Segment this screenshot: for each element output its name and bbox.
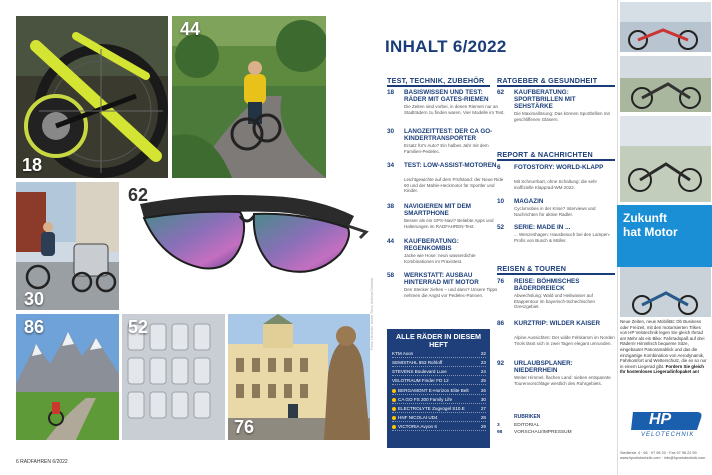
toc-headline: BASISWISSEN UND TEST: RÄDER MIT GATES-RIEMEN (404, 89, 489, 104)
pedelec-dot-icon (392, 407, 396, 411)
bike-page: 23 (480, 360, 486, 365)
toc-description: ... Wenzeshagen: Hausbesuch bei den Lampen-Profis von Busch & Müller. (514, 232, 611, 243)
photo-number-86: 86 (24, 317, 45, 337)
toc-headline: KAUFBERATUNG: SPORTBRILLEN MIT SEHSTÄRKE (514, 89, 576, 111)
page-footer: 6 RADFAHREN 6/2022 (16, 459, 68, 465)
toc-headline: WERKSTATT: AUSBAU HINTERRAD MIT MOTOR (404, 272, 479, 287)
bike-name: BERGAMONT E-Horizon Elite Belt (398, 388, 469, 393)
photo-number-30: 30 (24, 289, 45, 309)
toc-headline: KURZTRIP: WILDER KAISER (514, 320, 601, 327)
bike-list-item[interactable] (392, 406, 486, 413)
photo-number-18: 18 (22, 155, 43, 175)
toc-headline: SERIE: MADE IN ... (514, 224, 571, 231)
ad-headline-line2: hat Motor (623, 225, 678, 239)
pedelec-dot-icon (392, 425, 396, 429)
ad-cta[interactable]: Fordern Sie gleich Ihr kostenloses Liegeradinfopaket an! (620, 363, 704, 375)
ad-body (620, 319, 709, 375)
logo-text: HP (649, 411, 672, 428)
ad-headline-box (617, 205, 712, 267)
toc-headline: NAVIGIEREN MIT DEM SMARTPHONE (404, 203, 472, 218)
ad-web-link[interactable]: www.hpvelotechnik.com · info@hpvelotechnik.com (620, 455, 706, 460)
toc-headline: REISE: BÖHMISCHES BÄDERDREIECK (514, 278, 580, 293)
toc-description: Den Stecker ziehen – und dann? Unsere Tipps nehmen die Angst vor Pedelec-Pannen. (404, 287, 498, 298)
bike-page: 24 (480, 369, 486, 374)
bike-page: 27 (480, 406, 486, 411)
toc-description: Leichtgewichte auf dem Prüfstand: der Neue Ride 60 und der Mahle-Heckmotor für Sportler und Kinder. (404, 177, 504, 194)
section-divider (497, 85, 615, 87)
bikes-in-issue-box (387, 329, 490, 448)
toc-page-number: 86 (497, 320, 505, 327)
toc-description: Mit Schnurrbart, ohne Schaltung: die sehr inoffizielle Klapprad-WM 2022. (514, 179, 598, 190)
toc-page-number: 38 (387, 203, 395, 210)
photo-wilder-kaiser (16, 314, 119, 440)
pedelec-dot-icon (392, 416, 396, 420)
bikes-box-header: ALLE RÄDER IN DIESEM HEFT (395, 332, 482, 350)
bike-page: 29 (480, 424, 486, 429)
toc-description: Ersatz für's Auto? Ein halbes Jahr mit dem Familien-Pedelec. (404, 143, 489, 154)
photo-number-62: 62 (128, 185, 149, 205)
bike-page: 28 (480, 415, 486, 420)
bike-name: CA GO FS 200 Family Life (398, 397, 453, 402)
bike-name: VELOTRAUM Finder FD 12 (392, 378, 449, 383)
toc-page-number: 30 (387, 128, 395, 135)
ad-trike-photos (618, 0, 712, 205)
section-header-ratgeber: RATGEBER & GESUNDHEIT (497, 76, 598, 85)
bike-name: KTM Axon (392, 351, 414, 356)
photo-spa-building (228, 314, 370, 440)
photo-credit: Fotos: Hersteller, Adobe Stock, Andreas Dobslaw (370, 278, 374, 350)
rubrik-label: VORSCHAU/IMPRESSUM (514, 430, 572, 435)
page-title: INHALT 6/2022 (385, 37, 507, 56)
pedelec-dot-icon (392, 398, 396, 402)
toc-description: Abwechslung: Wald und Heilwasser auf Etappentour im bayerisch-tschechischen Grenzgebiet. (514, 293, 596, 310)
rubriken-title: RUBRIKEN (514, 414, 541, 420)
toc-page-number: 44 (387, 238, 395, 245)
toc-page-number: 62 (497, 89, 505, 96)
section-divider (497, 273, 615, 275)
rubrik-item[interactable] (497, 430, 572, 435)
bike-list-item[interactable] (392, 388, 486, 395)
hp-velotechnik-logo[interactable] (627, 410, 705, 444)
bike-list-item[interactable] (392, 415, 486, 422)
bike-name: ELECTROLYTE Zugvogel S10.E (398, 406, 465, 411)
toc-description: Cyclomobes in der Krise? Interviews und Nachrichten für aktive Radler. (514, 206, 596, 217)
photo-cargo-bike (16, 182, 119, 310)
bike-name: STEVENS Boulevard Luxe (392, 369, 447, 374)
toc-description: Weiter Himmel, flaches Land: sieben entspannte Tourenvorschläge westlich des Ruhrgebiets. (514, 375, 611, 386)
photo-number-76: 76 (234, 417, 255, 437)
toc-page-number: 52 (497, 224, 505, 231)
toc-description: Alpine Aussichten: Der wilde Felskamm im Norden Tirols lässt sich in zwei Tagen elegant umrunden. (514, 335, 615, 346)
section-divider (387, 85, 490, 87)
toc-headline: LANGZEITTEST: DER CA GO-KINDERTRANSPORTER (404, 128, 493, 143)
section-header-test-technik: TEST, TECHNIK, ZUBEHÖR (387, 76, 485, 85)
rubriken-header (514, 414, 540, 420)
ad-trike-photo-bottom (618, 267, 712, 319)
bike-list-item[interactable] (392, 369, 486, 376)
rubrik-label: EDITORIAL (514, 423, 540, 428)
bike-name: SEMISTAHL 853 Rohloff (392, 360, 443, 365)
section-header-report: REPORT & NACHRICHTEN (497, 150, 593, 159)
toc-page-number: 10 (497, 198, 505, 205)
pedelec-dot-icon (392, 389, 396, 393)
bike-page: 30 (480, 397, 486, 402)
bike-list-item[interactable] (392, 397, 486, 404)
section-divider (497, 159, 615, 161)
rubrik-page: 3 (497, 423, 500, 428)
bike-page: 26 (480, 388, 486, 393)
ad-address-line: Siedlerstr. 4 · 65 · 97 98 20 · Fax 97 98 22 99 (620, 451, 697, 455)
ad-headline-line1: Zukunft (623, 211, 667, 225)
photo-rain-rider (172, 16, 326, 178)
bike-list-item[interactable] (392, 424, 486, 431)
ad-body-text: Neue Zeiten, neue Mobilität: Ob Business oder Freizeit, mit den motorisierten Trikes von HP Velotechnik legen Sie gleich Ihrrad an! Mehr als ein Bike: Fahrradspaß auf drei Rädern! Himmlisch bequeme Sitze, eingebauter Panoramablick und das die einzigartige Kombination von Aerodynamik, Fahrkomfort und Wetterschutz, die es so nur in einem Liegerad gibt. (620, 319, 707, 369)
toc-headline: URLAUBSPLANER: NIEDERRHEIN (514, 360, 573, 375)
bike-page: 22 (480, 351, 486, 356)
ad-headline (623, 211, 678, 239)
toc-page-number: 34 (387, 162, 395, 169)
toc-page-number: 6 (497, 164, 501, 171)
toc-headline: TEST: LOW-ASSIST-MOTOREN (404, 162, 497, 169)
bike-list-item[interactable] (392, 378, 486, 385)
toc-description: Jacke wie Hose: neun wasserdichte Kombinationen im Praxistest. (404, 253, 476, 264)
photo-number-52: 52 (128, 317, 149, 337)
toc-headline: MAGAZIN (514, 198, 544, 205)
toc-page-number: 58 (387, 272, 395, 279)
photo-belt-drive (16, 16, 168, 178)
bike-list-item[interactable] (392, 360, 486, 367)
ad-address (620, 451, 710, 461)
bike-name: VICTORIA Avyon 6 (398, 424, 437, 429)
logo-subtext: VELOTECHNIK (641, 432, 695, 438)
rubrik-item[interactable] (497, 423, 540, 428)
toc-page-number: 92 (497, 360, 505, 367)
toc-page-number: 18 (387, 89, 395, 96)
toc-headline: FOTOSTORY: WORLD-KLAPP (514, 164, 604, 171)
toc-description: Besser als ein GPS-Navi? Beliebte Apps und Halterungen im RADFAHREN-Test. (404, 218, 494, 229)
photo-lamps (122, 314, 225, 440)
section-header-reisen: REISEN & TOUREN (497, 264, 567, 273)
photo-sport-glasses (122, 182, 370, 310)
bike-name: HNF NICOLAI UD4 (398, 415, 438, 420)
photo-number-44: 44 (180, 19, 201, 39)
toc-headline: KAUFBERATUNG: REGENKOMBIS (404, 238, 459, 253)
bike-list-item[interactable] (392, 351, 486, 358)
toc-page-number: 76 (497, 278, 505, 285)
bike-page: 25 (480, 378, 486, 383)
toc-description: Die Maximallösung: Das können Sportbrillen mit geschliffenen Gläsern. (514, 111, 610, 122)
rubrik-page: 98 (497, 430, 503, 435)
toc-description: Die Zeiten sind vorbei, in denen Riemen nur an Stadträdern zu finden waren. Vier Modelle im Test. (404, 104, 505, 115)
